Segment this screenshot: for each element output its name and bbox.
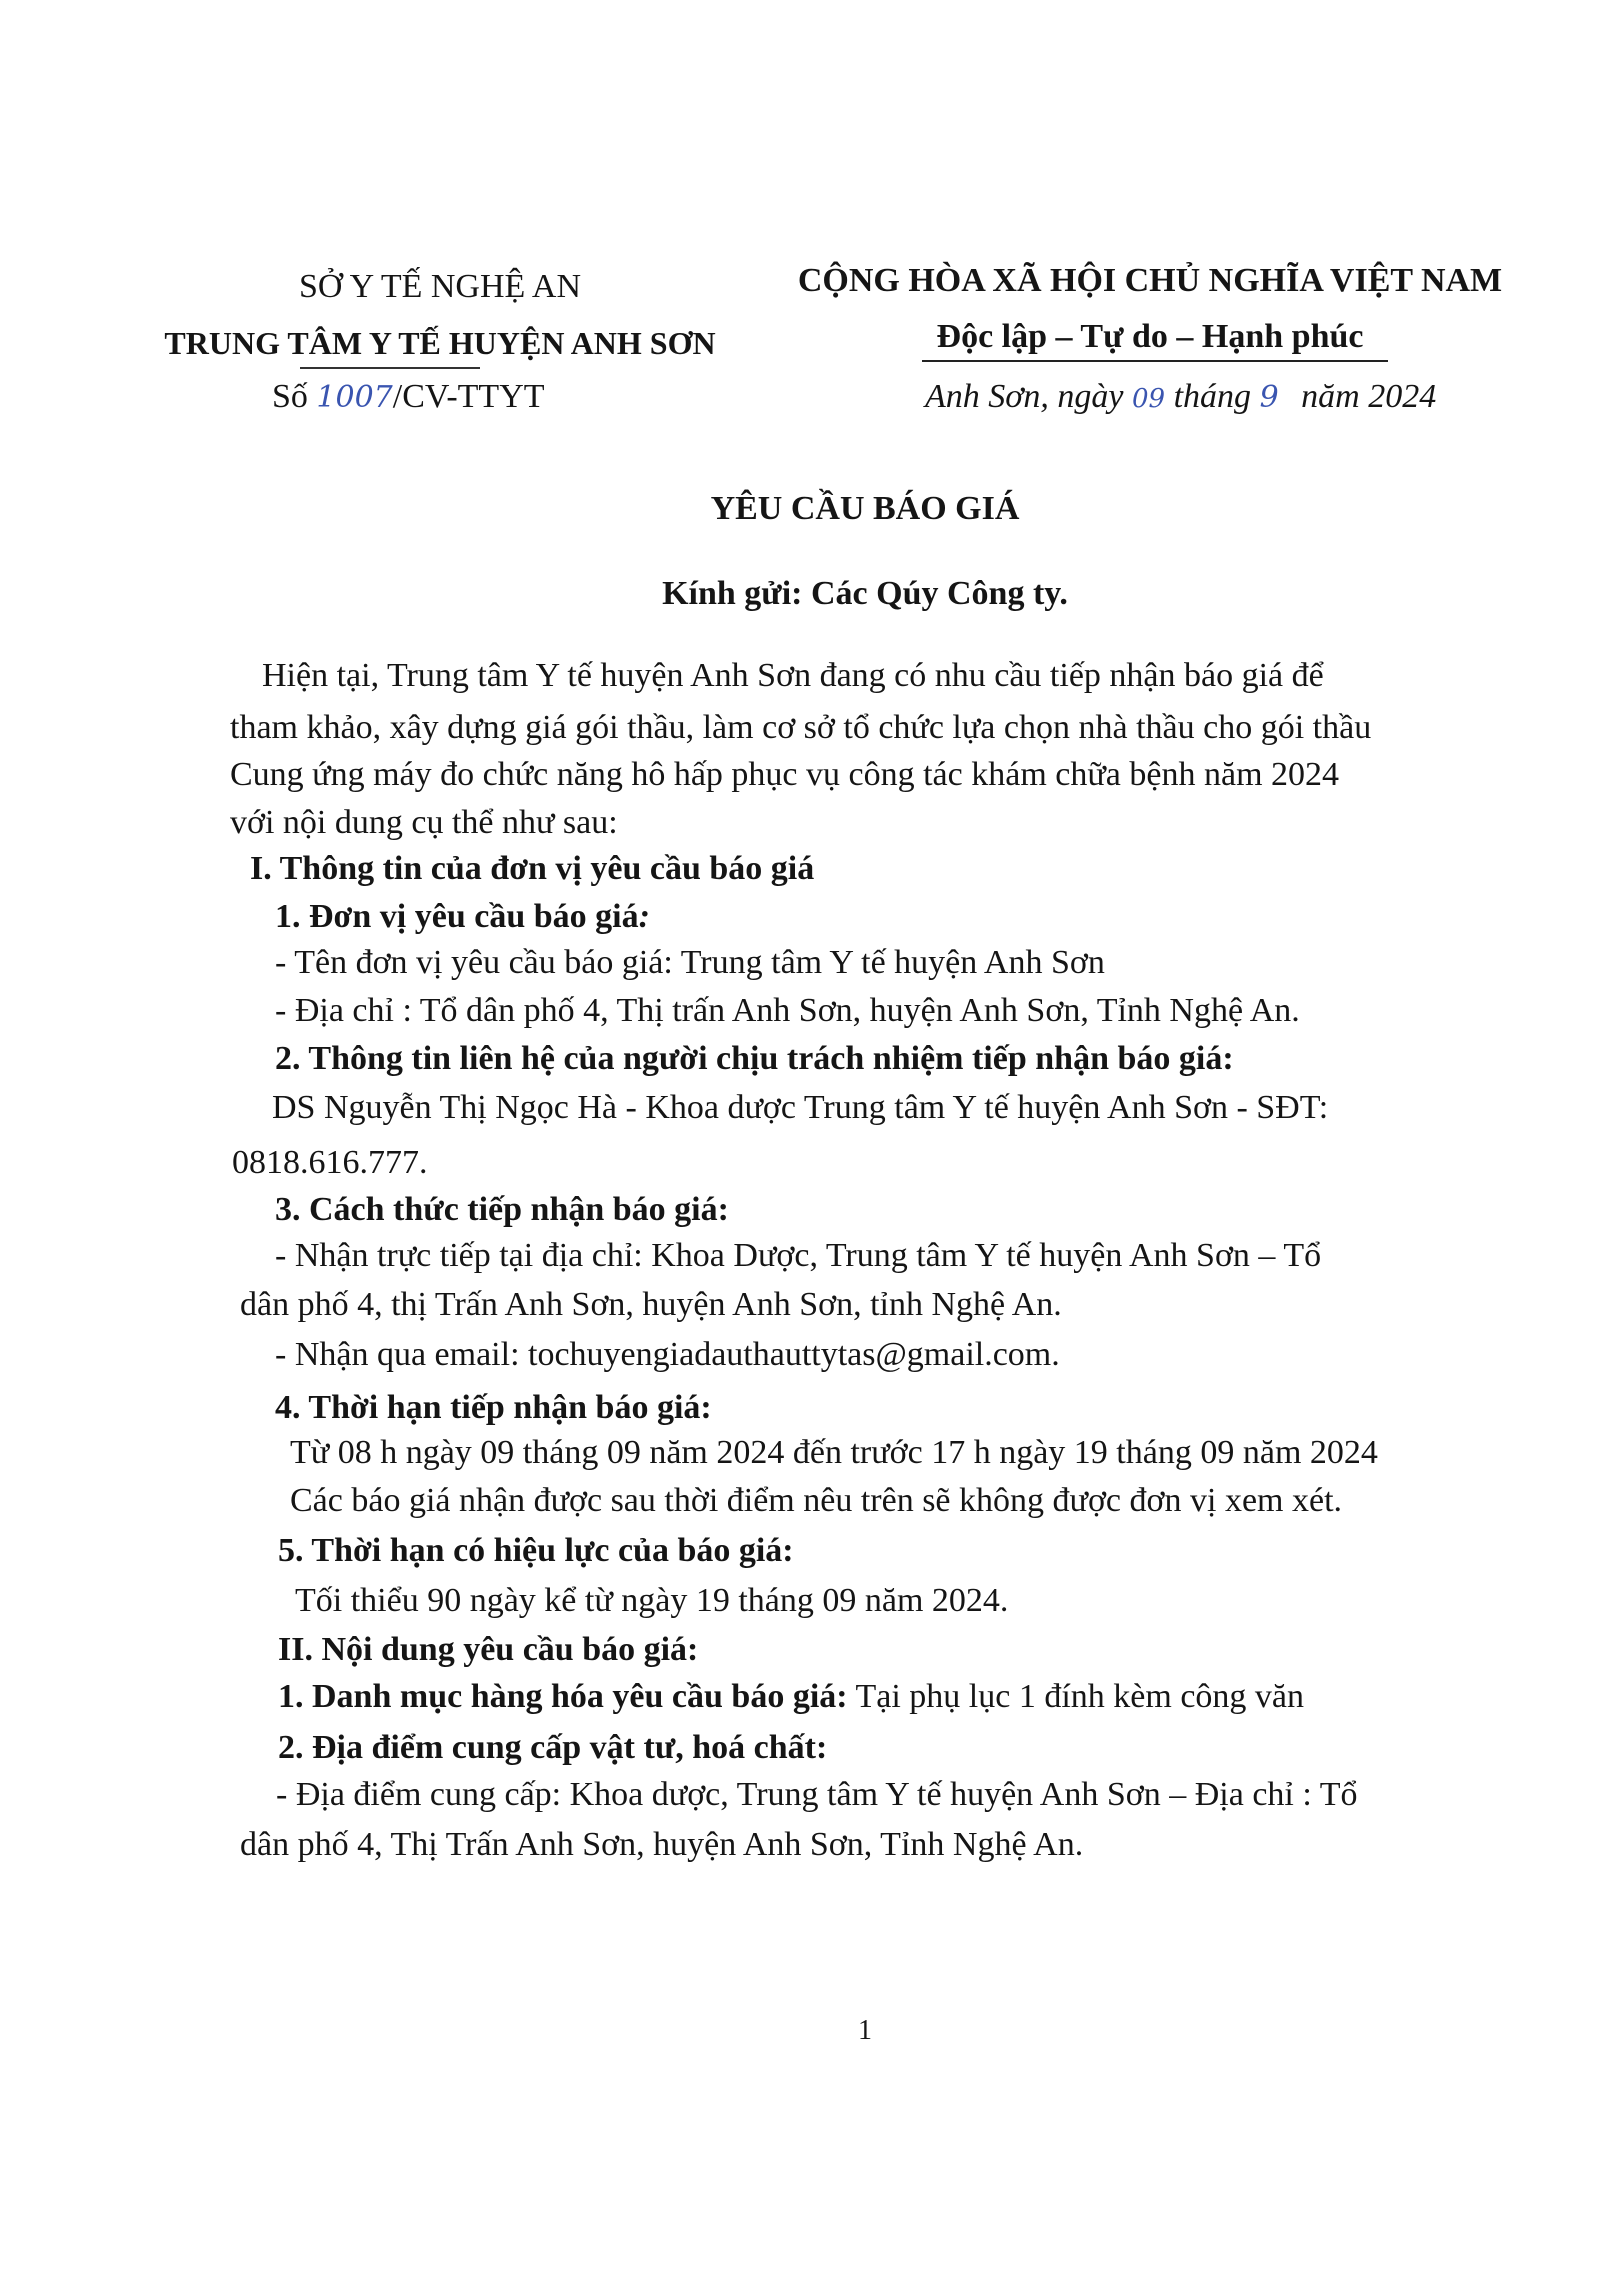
national-motto: Độc lập – Tự do – Hạnh phúc bbox=[936, 318, 1364, 355]
section-1-item-5-heading: 5. Thời hạn có hiệu lực của báo giá: bbox=[278, 1532, 794, 1569]
handwritten-day: 09 bbox=[1132, 384, 1166, 414]
date-month-label: tháng bbox=[1173, 378, 1252, 415]
section-2-item-1-heading: 1. Danh mục hàng hóa yêu cầu báo giá: bbox=[278, 1678, 848, 1715]
section-1-item-2-line-1: DS Nguyễn Thị Ngọc Hà - Khoa dược Trung tâm Y tế huyện Anh Sơn - SĐT: bbox=[272, 1089, 1329, 1126]
document-number bbox=[272, 378, 545, 416]
center-name: TRUNG TÂM Y TẾ HUYỆN ANH SƠN bbox=[164, 325, 716, 361]
ministry-name: SỞ Y TẾ NGHỆ AN bbox=[298, 268, 582, 305]
section-1-heading: I. Thông tin của đơn vị yêu cầu báo giá bbox=[250, 850, 815, 887]
intro-line-3: Cung ứng máy đo chức năng hô hấp phục vụ công tác khám chữa bệnh năm 2024 bbox=[230, 756, 1340, 793]
section-2-heading: II. Nội dung yêu cầu báo giá: bbox=[278, 1631, 699, 1668]
section-2-item-2-line-1: - Địa điểm cung cấp: Khoa dược, Trung tâm Y tế huyện Anh Sơn – Địa chỉ : Tổ bbox=[276, 1776, 1358, 1813]
date-year: năm 2024 bbox=[1301, 378, 1437, 415]
number-prefix: Số bbox=[272, 378, 308, 415]
section-2-item-1 bbox=[278, 1674, 1304, 1720]
nation-name: CỘNG HÒA XÃ HỘI CHỦ NGHĨA VIỆT NAM bbox=[797, 262, 1503, 299]
section-2-item-2-heading: 2. Địa điểm cung cấp vật tư, hoá chất: bbox=[278, 1729, 828, 1766]
section-1-item-1-title: 1. Đơn vị yêu cầu báo giá bbox=[275, 898, 639, 935]
intro-line-1: Hiện tại, Trung tâm Y tế huyện Anh Sơn đang có nhu cầu tiếp nhận báo giá để bbox=[262, 657, 1324, 694]
section-1-item-3-line-3: - Nhận qua email: tochuyengiadauthauttytas@gmail.com. bbox=[275, 1336, 1060, 1373]
section-1-item-1-line-1: - Tên đơn vị yêu cầu báo giá: Trung tâm Y tế huyện Anh Sơn bbox=[275, 944, 1105, 981]
number-suffix: /CV-TTYT bbox=[392, 378, 545, 415]
section-1-item-4-line-2: Các báo giá nhận được sau thời điểm nêu trên sẽ không được đơn vị xem xét. bbox=[290, 1482, 1343, 1519]
date-line bbox=[925, 378, 1436, 416]
intro-line-4: với nội dung cụ thể như sau: bbox=[230, 804, 618, 841]
section-1-item-5-line-1: Tối thiểu 90 ngày kể từ ngày 19 tháng 09 năm 2024. bbox=[295, 1582, 1009, 1619]
handwritten-number: 1007 bbox=[316, 380, 393, 415]
section-1-item-3-line-2: dân phố 4, thị Trấn Anh Sơn, huyện Anh Sơn, tỉnh Nghệ An. bbox=[240, 1286, 1062, 1323]
section-1-item-3-heading: 3. Cách thức tiếp nhận báo giá: bbox=[275, 1191, 729, 1228]
section-1-item-2-line-2: 0818.616.777. bbox=[232, 1144, 428, 1181]
section-1-item-2-heading: 2. Thông tin liên hệ của người chịu trách nhiệm tiếp nhận báo giá: bbox=[275, 1040, 1234, 1077]
section-1-item-1-heading bbox=[275, 894, 650, 940]
section-1-item-4-line-1: Từ 08 h ngày 09 tháng 09 năm 2024 đến trước 17 h ngày 19 tháng 09 năm 2024 bbox=[290, 1434, 1378, 1471]
date-place: Anh Sơn, ngày bbox=[925, 378, 1124, 415]
handwritten-month: 9 bbox=[1259, 380, 1279, 415]
document-title: YÊU CẦU BÁO GIÁ bbox=[710, 490, 1020, 527]
intro-line-2: tham khảo, xây dựng giá gói thầu, làm cơ sở tổ chức lựa chọn nhà thầu cho gói thầu bbox=[230, 709, 1372, 746]
motto-underline bbox=[922, 360, 1388, 362]
section-2-item-2-line-2: dân phố 4, Thị Trấn Anh Sơn, huyện Anh Sơn, Tỉnh Nghệ An. bbox=[240, 1826, 1084, 1863]
section-1-item-3-line-1: - Nhận trực tiếp tại địa chỉ: Khoa Dược, Trung tâm Y tế huyện Anh Sơn – Tổ bbox=[275, 1237, 1322, 1274]
section-1-item-1-line-2: - Địa chỉ : Tổ dân phố 4, Thị trấn Anh Sơn, huyện Anh Sơn, Tỉnh Nghệ An. bbox=[275, 992, 1300, 1029]
center-underline bbox=[300, 367, 480, 369]
section-2-item-1-text: Tại phụ lục 1 đính kèm công văn bbox=[847, 1678, 1305, 1715]
recipient-line: Kính gửi: Các Qúy Công ty. bbox=[662, 575, 1068, 612]
section-1-item-4-heading: 4. Thời hạn tiếp nhận báo giá: bbox=[275, 1389, 712, 1426]
section-1-item-1-colon: : bbox=[638, 898, 650, 935]
page-number: 1 bbox=[858, 2015, 872, 2046]
